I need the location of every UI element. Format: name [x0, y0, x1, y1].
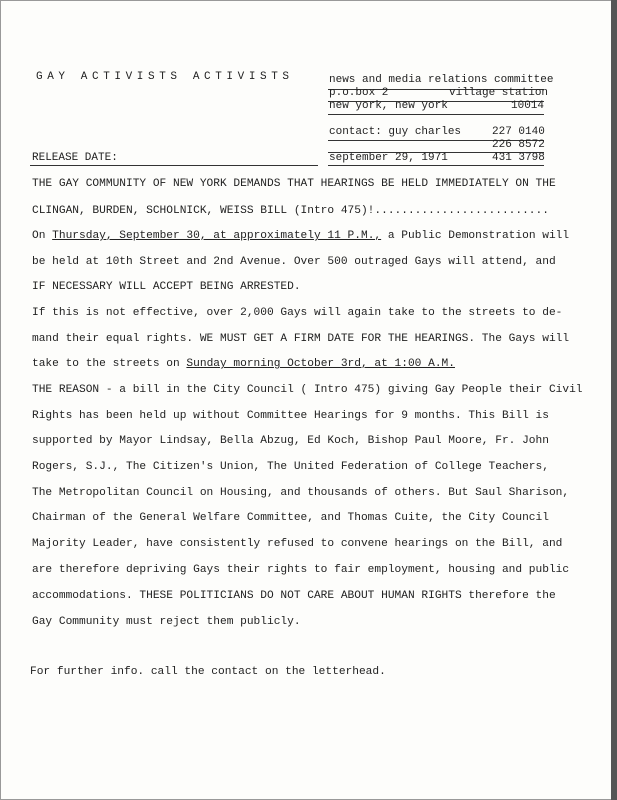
city: new york, new york [329, 100, 448, 112]
body-line: Rogers, S.J., The Citizen's Union, The United Federation of College Teachers, [32, 461, 549, 473]
rule [30, 165, 318, 166]
station: village station [449, 87, 549, 99]
body-line: be held at 10th Street and 2nd Avenue. Over 500 outraged Gays will attend, and [32, 256, 556, 268]
body-line: are therefore depriving Gays their rights to fair employment, housing and public [32, 564, 570, 576]
rule [328, 114, 544, 115]
release-date: september 29, 1971 [329, 152, 448, 164]
body-line [32, 230, 569, 242]
committee-name: news and media relations committee [329, 74, 554, 86]
release-date-label: RELEASE DATE: [32, 152, 118, 164]
text: On [32, 230, 53, 242]
body-line: IF NECESSARY WILL ACCEPT BEING ARRESTED. [32, 281, 301, 293]
body-line: Rights has been held up without Committee Hearings for 9 months. This Bill is [32, 410, 549, 422]
march-time: Sunday morning October 3rd, at 1:00 A.M. [186, 358, 455, 370]
demonstration-time: Thursday, September 30, at approximately 11 P.M., [52, 230, 382, 242]
text: a Public Demonstration will [381, 230, 570, 242]
body-line: The Metropolitan Council on Housing, and thousands of others. But Saul Sharison, [32, 487, 570, 499]
po-box: p.o.box 2 [329, 87, 389, 99]
body-line: mand their equal rights. WE MUST GET A FIRM DATE FOR THE HEARINGS. The Gays will [32, 333, 570, 345]
body-line: accommodations. THESE POLITICIANS DO NOT CARE ABOUT HUMAN RIGHTS therefore the [32, 590, 556, 602]
rule [328, 165, 544, 166]
contact-label: contact: guy charles [329, 126, 462, 138]
phone-2: 226 8572 [492, 139, 545, 151]
body-line: THE GAY COMMUNITY OF NEW YORK DEMANDS THAT HEARINGS BE HELD IMMEDIATELY ON THE [32, 178, 556, 190]
body-line: Chairman of the General Welfare Committee, and Thomas Cuite, the City Council [32, 512, 549, 524]
body-line: If this is not effective, over 2,000 Gays will again take to the streets to de- [32, 307, 563, 319]
phone-3: 431 3798 [492, 152, 545, 164]
body-line: THE REASON - a bill in the City Council ( Intro 475) giving Gay People their Civil [32, 384, 583, 396]
body-line: supported by Mayor Lindsay, Bella Abzug, Ed Koch, Bishop Paul Moore, Fr. John [32, 435, 549, 447]
closing-line: For further info. call the contact on the letterhead. [30, 666, 386, 678]
phone-1: 227 0140 [492, 126, 545, 138]
body-line: CLINGAN, BURDEN, SCHOLNICK, WEISS BILL (Intro 475)!.......................... [32, 205, 549, 217]
text: take to the streets on [32, 358, 187, 370]
zip-code: 10014 [511, 100, 545, 112]
organization-name: GAY ACTIVISTS ACTIVISTS [36, 71, 294, 83]
body-line [32, 358, 455, 370]
scan-edge [611, 0, 617, 800]
body-line: Gay Community must reject them publicly. [32, 616, 301, 628]
body-line: Majority Leader, have consistently refused to convene hearings on the Bill, and [32, 538, 563, 550]
